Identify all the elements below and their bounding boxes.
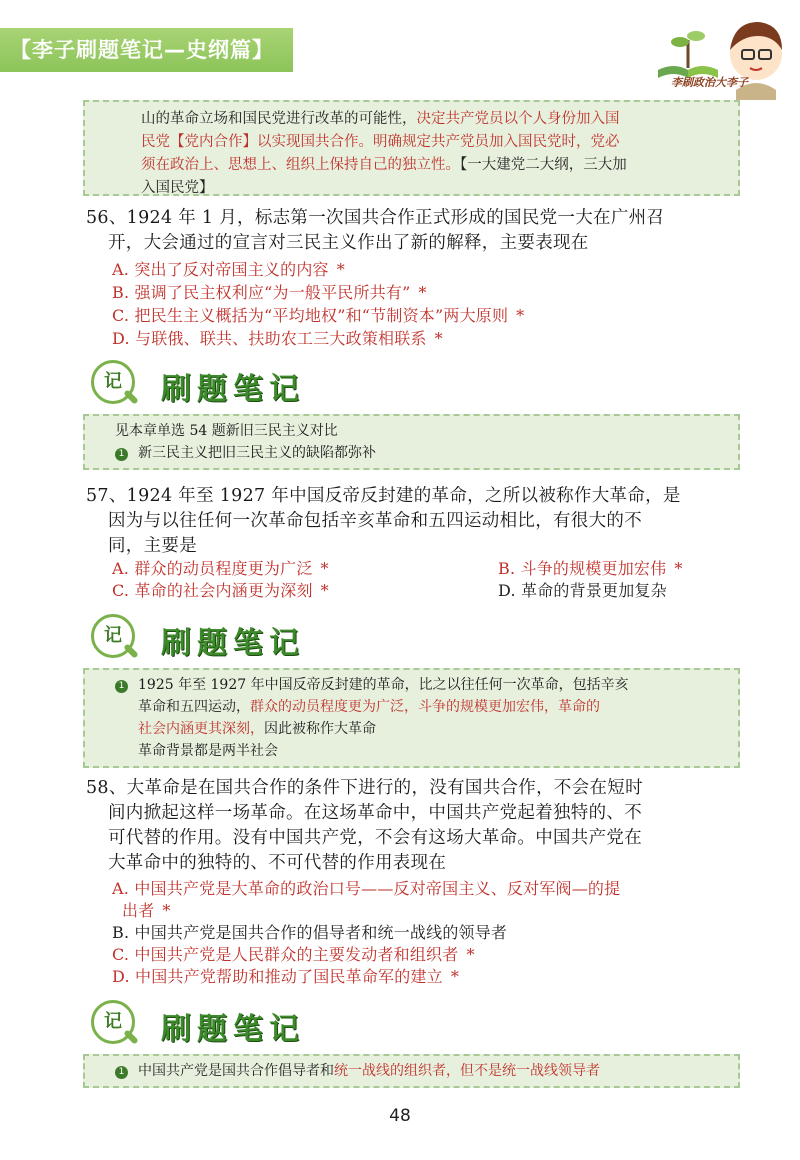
- question-56: 56、1924 年 1 月，标志第一次国共合作正式形成的国民党一大在广州召 开，大会通过的宣言对三民主义作出了新的解释，主要表现在: [86, 208, 665, 253]
- option-56-a: A. 突出了反对帝国主义的内容 *: [112, 260, 345, 279]
- book-sprout-icon: [658, 31, 718, 78]
- note-title: 刷题笔记: [161, 372, 305, 407]
- note-header: [83, 614, 740, 666]
- option-57-d: D. 革命的背景更加复杂: [498, 581, 667, 600]
- note-title: 刷题笔记: [161, 1012, 305, 1047]
- bullet-icon: 1: [115, 1066, 128, 1079]
- option-56-d: D. 与联俄、联共、扶助农工三大政策相联系 *: [112, 329, 443, 348]
- option-57-b: B. 斗争的规模更加宏伟 *: [498, 559, 683, 578]
- continued-note-box: [83, 100, 740, 196]
- option-56-c: C. 把民生主义概括为“平均地权”和“节制资本”两大原则 *: [112, 306, 525, 325]
- option-57-a: A. 群众的动员程度更为广泛 *: [112, 559, 329, 578]
- note-body: 1 中国共产党是国共合作倡导者和统一战线的组织者，但不是统一战线领导者: [83, 1054, 740, 1088]
- note-body: 1 1925 年至 1927 年中国反帝反封建的革命，比之以往任何一次革命，包括辛亥 革命和五四运动，群众的动员程度更为广泛，斗争的规模更加宏伟，革命的 社会内涵更其深刻，因此被称作大革命 革命背景都是两半社会: [83, 668, 740, 768]
- page-number: 48: [389, 1106, 411, 1126]
- brand-name: 李刷政治大李子: [671, 76, 748, 89]
- note-header: [83, 360, 740, 412]
- note-icon: 记: [91, 614, 135, 658]
- bullet-icon: 1: [115, 448, 128, 461]
- note-line: 须在政治上、思想上、组织上保持自己的独立性。【一大建党二大纲，三大加: [141, 157, 627, 173]
- option-58-d: D. 中国共产党帮助和推动了国民革命军的建立 *: [112, 967, 460, 986]
- note-title: 刷题笔记: [161, 626, 305, 661]
- option-56-b: B. 强调了民主权利应“为一般平民所共有” *: [112, 283, 427, 302]
- note-header: [83, 1000, 740, 1052]
- note-icon: 记: [91, 360, 135, 404]
- bullet-icon: 1: [115, 680, 128, 693]
- option-58-a-cont: 出者 *: [122, 901, 171, 920]
- option-57-c: C. 革命的社会内涵更为深刻 *: [112, 581, 329, 600]
- note-body: 见本章单选 54 题新旧三民主义对比 1 新三民主义把旧三民主义的缺陷都弥补: [83, 414, 740, 470]
- option-58-c: C. 中国共产党是人民群众的主要发动者和组织者 *: [112, 945, 475, 964]
- note-line: 山的革命立场和国民党进行改革的可能性，决定共产党员以个人身份加入国: [141, 111, 620, 127]
- option-58-b: B. 中国共产党是国共合作的倡导者和统一战线的领导者: [112, 923, 508, 942]
- note-line: 入国民党】: [141, 180, 214, 196]
- question-58: 58、大革命是在国共合作的条件下进行的，没有国共合作，不会在短时 间内掀起这样一场革命。在这场革命中，中国共产党起着独特的、不 可代替的作用。没有中国共产党，不会有这场大革命。中国共产党在 大革命中的独特的、不可代替的作用表现在: [86, 778, 643, 873]
- section-banner: 【李子刷题笔记—史纲篇】: [0, 28, 293, 72]
- question-57: 57、1924 年至 1927 年中国反帝反封建的革命，之所以被称作大革命，是 因为与以往任何一次革命包括辛亥革命和五四运动相比，有很大的不 同，主要是: [86, 486, 681, 556]
- option-58-a: A. 中国共产党是大革命的政治口号——反对帝国主义、反对军阀—的提: [112, 879, 621, 898]
- note-icon: 记: [91, 1000, 135, 1044]
- note-line: 民党【党内合作】以实现国共合作。明确规定共产党员加入国民党时，党必: [141, 134, 620, 150]
